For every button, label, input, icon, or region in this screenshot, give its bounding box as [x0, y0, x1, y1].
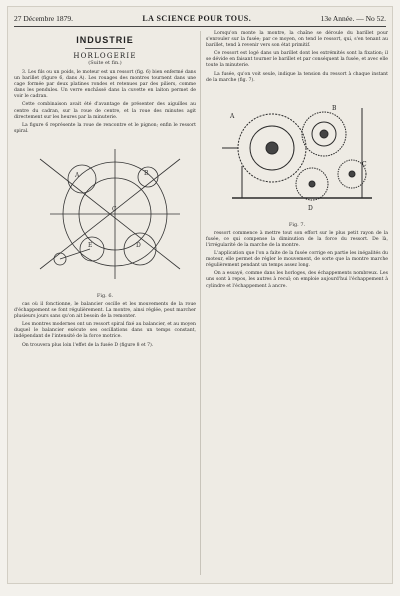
issue-volume: 13e Année. — No 52.	[320, 13, 386, 23]
watch-mechanism-drawing	[20, 139, 190, 289]
figure-6-caption: Fig. 6.	[96, 292, 114, 299]
figure-6-watch-diagram	[20, 139, 190, 289]
paragraph: Cette combinaison avait été d'avantage de présenter des aiguilles au centre du cadran, sur la roue de centre, et la roue des minutes agit directement sur les heures par la minuterie.	[14, 102, 196, 120]
article-byline: (Suite et fin.)	[88, 60, 122, 66]
paragraph: L'application que l'on a faite de la fusée corrige en partie les inégalités du moteur, elle permet de régler le mouvement, de sorte que la montre marche régulièrement pendant un temps assez long.	[206, 251, 388, 269]
paragraph: 3. Les fils ou un poids, le moteur est un ressort (fig. 6) bien enfermé dans un barillet (figure 6, dans A). Les rouages des montres tournent dans une cage formée par deux platines rondes et retenues par des piliers, comme dans les pendules. Un verre enchâssé dans la cuvette en laiton permet de voir le cadran.	[14, 70, 196, 100]
section-heading: INDUSTRIE	[76, 35, 134, 45]
issue-date: 27 Décembre 1879.	[14, 13, 73, 23]
left-column	[14, 31, 196, 577]
paragraph: On trouvera plus loin l'effet de la fusée D (figure 8 et 7).	[22, 342, 154, 348]
svg-text:C: C	[362, 160, 367, 168]
svg-text:D: D	[136, 241, 141, 249]
svg-text:B: B	[144, 169, 149, 177]
figure-7-caption: Fig. 7.	[288, 221, 306, 228]
journal-title: LA SCIENCE POUR TOUS.	[142, 13, 252, 23]
gear-train-drawing	[212, 88, 382, 218]
paragraph: La fusée, qu'on voit seule, indique la tension du ressort à chaque instant de la marche (fig. 7).	[206, 71, 388, 83]
svg-text:A: A	[75, 171, 80, 179]
paragraph: ressort commence à mettre tout son effort sur le plus petit rayon de la fusée, ce qui compense la diminution de la force du ressort. De là, l'irrégularité de la marche de la montre.	[206, 230, 388, 248]
svg-text:C: C	[112, 205, 117, 213]
paragraph: La figure 6 représente la roue de rencontre et le pignon; enfin le ressort spiral.	[14, 122, 196, 134]
newspaper-page	[7, 6, 393, 584]
article-title: HORLOGERIE	[73, 52, 137, 60]
paragraph: Les montres modernes ont un ressort spiral fixé au balancier, et au moyen duquel le balancier exécute ses oscillations dans un temps constant, indépendant de l'intensité de la force motrice.	[14, 322, 196, 340]
column-divider	[200, 31, 201, 575]
svg-text:D: D	[308, 204, 313, 212]
masthead	[14, 11, 386, 25]
svg-text:A: A	[230, 112, 235, 120]
right-column	[206, 31, 388, 577]
paragraph: cas où il fonctionne, le balancier oscille et les mouvements de la roue d'échappement se font régulièrement. La montre, ainsi réglée, peut marcher plusieurs jours sans qu'on ait besoin de la remonter.	[14, 301, 196, 320]
section-rule	[85, 48, 125, 49]
figure-7-gear-train	[212, 88, 382, 218]
paragraph: Lorsqu'on monte la montre, la chaîne se déroule du barillet pour s'enrouler sur la fusée; par ce moyen, on tend le ressort, qui, s'en tenant au barillet, tend à revenir vers son état primitif.	[206, 31, 388, 49]
masthead-rule	[14, 26, 386, 27]
paragraph: Ce ressort est logé dans un barillet dont les extrémités sont la fixation; il se dévide en faisant tourner le barillet et par conséquent la fusée, et avec elle toute la minuterie.	[206, 51, 388, 69]
paragraph: On a essayé, comme dans les horloges, des échappements nombreux. Les uns sont à repos, les autres à recul; on emploie aujourd'hui l'échappement à cylindre et l'échappement à ancre.	[206, 271, 388, 289]
svg-text:E: E	[88, 241, 93, 249]
svg-text:B: B	[332, 104, 337, 112]
